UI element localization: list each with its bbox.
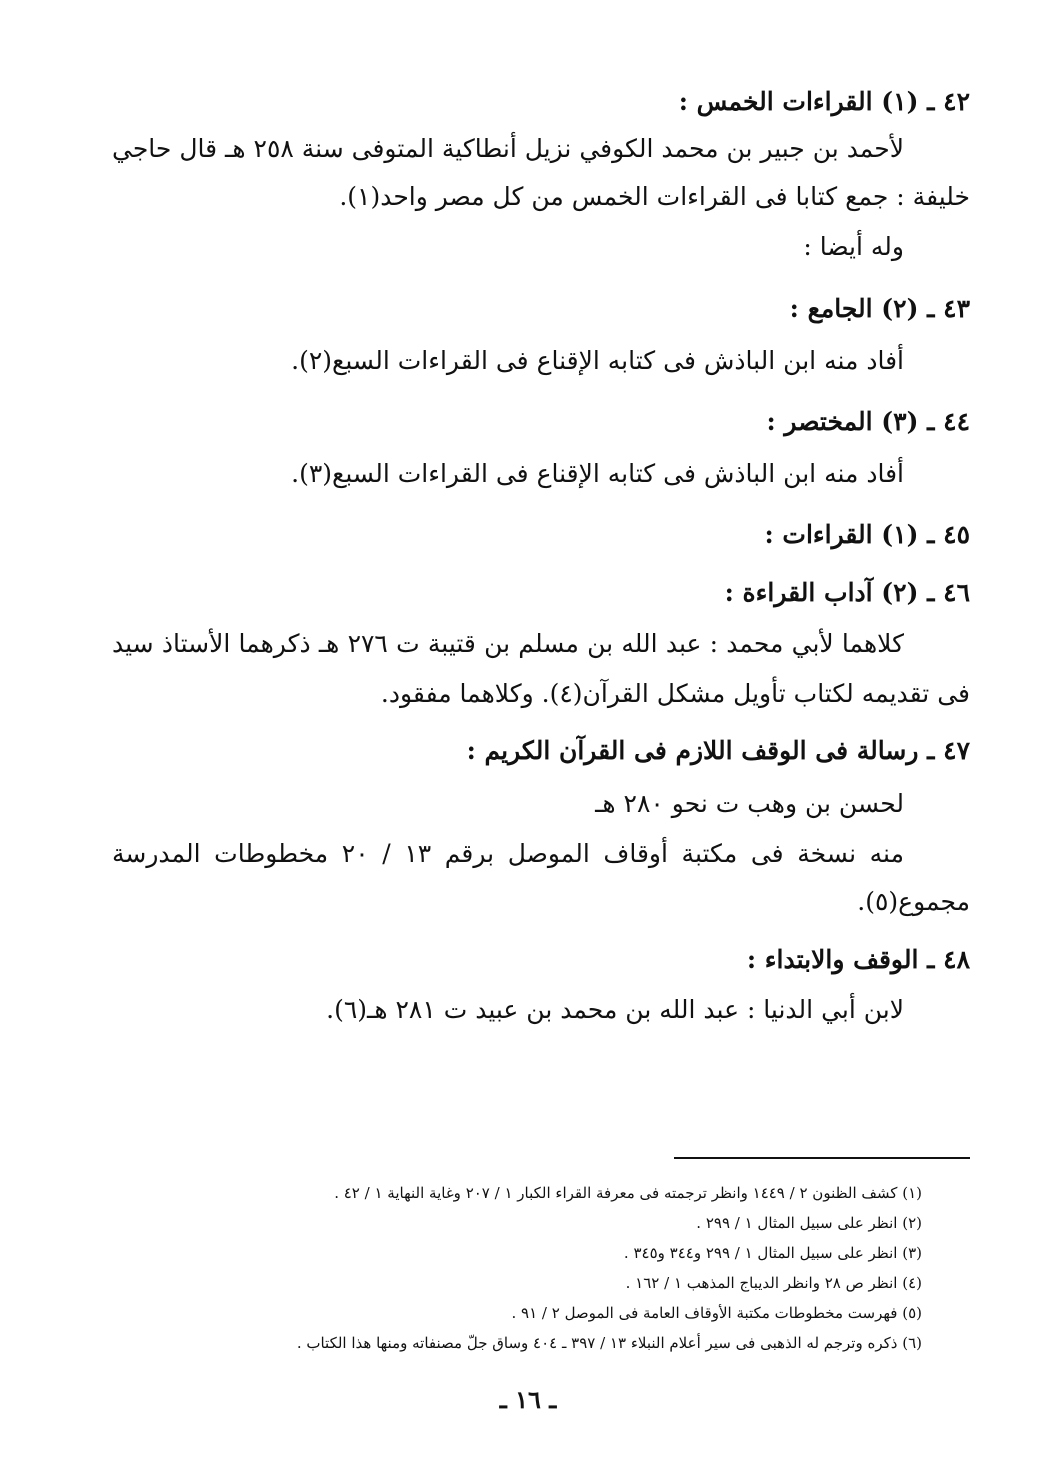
entry-47-heading: ٤٧ ـ رسالة فى الوقف اللازم فى القرآن الكريم : [466,736,970,765]
entry-48-line-1: لابن أبي الدنيا : عبد الله بن محمد بن عبيد ت ٢٨١ هـ(٦). [326,995,904,1024]
entry-43-line-1: أفاد منه ابن الباذش فى كتابه الإقناع فى القراءات السبع(٢). [291,346,904,375]
entry-48-heading: ٤٨ ـ الوقف والابتداء : [746,945,970,974]
entry-45-heading: ٤٥ ـ (١) القراءات : [764,520,970,549]
footnote-5: (٥) فهرست مخطوطات مكتبة الأوقاف العامة فى الموصل ٢ / ٩١ . [511,1304,922,1322]
entry-47-line-3: مجموع(٥). [857,887,970,916]
entry-42-line-3: وله أيضا : [803,232,904,261]
entry-42-heading: ٤٢ ـ (١) القراءات الخمس : [678,87,970,116]
entry-42-line-1: لأحمد بن جبير بن محمد الكوفي نزيل أنطاكية المتوفى سنة ٢٥٨ هـ قال حاجي [112,134,904,163]
entry-42-line-2: خليفة : جمع كتابا فى القراءات الخمس من كل مصر واحد(١). [339,182,970,211]
entry-46-heading: ٤٦ ـ (٢) آداب القراءة : [724,578,970,607]
footnote-4: (٤) انظر ص ٢٨ وانظر الديباج المذهب ١ / ١٦٢ . [625,1274,922,1292]
footnote-3: (٣) انظر على سبيل المثال ١ / ٢٩٩ و٣٤٤ و٣٤٥ . [623,1244,922,1262]
footnote-separator [674,1157,970,1159]
footnote-1: (١) كشف الظنون ٢ / ١٤٤٩ وانظر ترجمته فى معرفة القراء الكبار ١ / ٢٠٧ وغاية النهاية ١ / ٤٢ . [334,1184,922,1202]
entry-46-line-1: كلاهما لأبي محمد : عبد الله بن مسلم بن قتيبة ت ٢٧٦ هـ ذكرهما الأستاذ سيد [112,629,904,658]
entry-44-line-1: أفاد منه ابن الباذش فى كتابه الإقناع فى القراءات السبع(٣). [291,459,904,488]
entry-47-line-2: منه نسخة فى مكتبة أوقاف الموصل برقم ١٣ / ٢٠ مخطوطات المدرسة [112,839,904,868]
footnote-2: (٢) انظر على سبيل المثال ١ / ٢٩٩ . [696,1214,922,1232]
entry-47-line-1: لحسن بن وهب ت نحو ٢٨٠ هـ [595,789,904,818]
entry-43-heading: ٤٣ ـ (٢) الجامع : [789,294,970,323]
footnote-6: (٦) ذكره وترجم له الذهبى فى سير أعلام النبلاء ١٣ / ٣٩٧ ـ ٤٠٤ وساق جلّ مصنفاته ومنها هذا الكتاب . [296,1334,922,1352]
entry-46-line-2: فى تقديمه لكتاب تأويل مشكل القرآن(٤). وكلاهما مفقود. [380,679,970,708]
page-number: ـ ١٦ ـ [499,1385,557,1414]
entry-44-heading: ٤٤ ـ (٣) المختصر : [766,407,970,436]
